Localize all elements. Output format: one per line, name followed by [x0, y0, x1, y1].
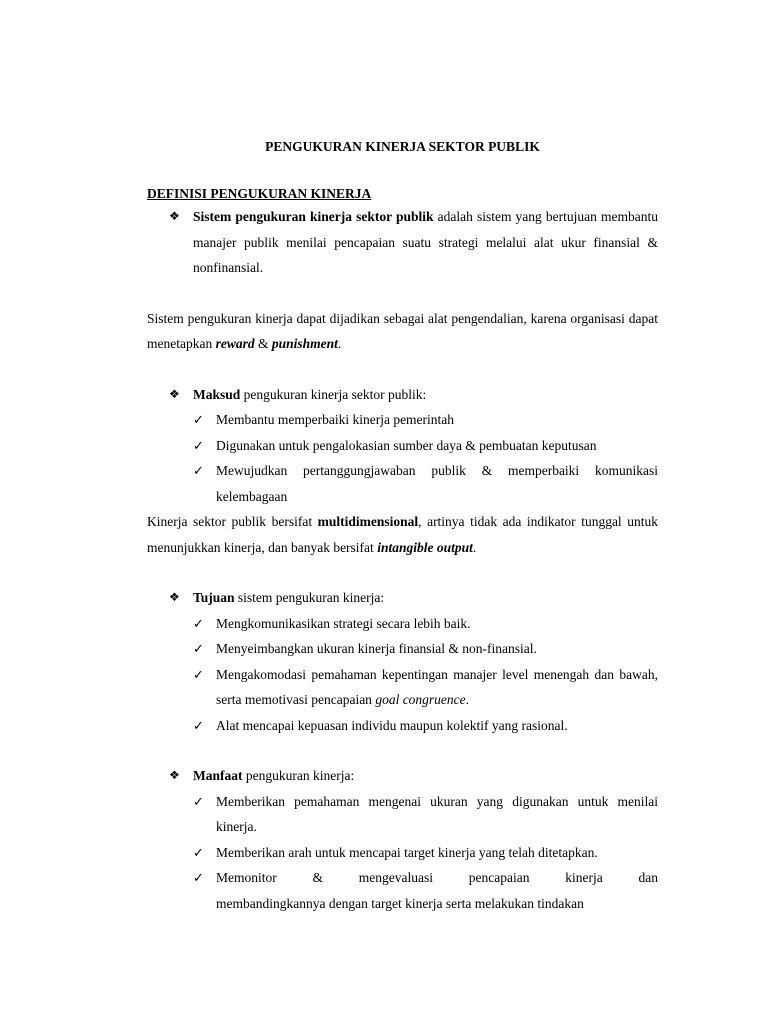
list-item: ✓ Alat mencapai kepuasan individu maupun kolektif yang rasional.: [147, 713, 658, 739]
punishment-term: punishment: [271, 336, 338, 351]
spread-line: Memonitor & mengevaluasi pencapaian kinerja dan: [216, 870, 658, 885]
goal-congruence-term: goal congruence: [375, 692, 466, 707]
check-icon: ✓: [193, 412, 204, 427]
definition-text: adalah sistem yang bertujuan membantu manajer publik menilai pencapaian suatu strategi melalui alat ukur finansial & nonfinansial.: [193, 209, 658, 275]
list-item: ✓ Menyeimbangkan ukuran kinerja finansial & non-finansial.: [147, 636, 658, 662]
section-heading: DEFINISI PENGUKURAN KINERJA: [147, 186, 372, 201]
multidimensional-term: multidimensional: [317, 514, 419, 529]
check-icon: ✓: [193, 793, 204, 809]
list-item: ✓ Mewujudkan pertanggungjawaban publik & memperbaiki komunikasi kelembagaan: [147, 458, 658, 509]
maksud-bullet: ❖ Maksud pengukuran kinerja sektor publik:: [147, 382, 658, 408]
paragraph-control: Sistem pengukuran kinerja dapat dijadikan sebagai alat pengendalian, karena organisasi dapat menetapkan reward & punishment.: [147, 310, 658, 351]
list-item: ✓ Digunakan untuk pengalokasian sumber daya & pembuatan keputusan: [147, 433, 658, 459]
manfaat-bullet: ❖ Manfaat pengukuran kinerja:: [147, 763, 658, 789]
reward-term: reward: [215, 336, 255, 351]
check-icon: ✓: [193, 437, 204, 453]
diamond-bullet-icon: ❖: [169, 209, 180, 223]
diamond-bullet-icon: ❖: [169, 768, 180, 782]
check-icon: ✓: [193, 870, 204, 885]
list-item: ✓ Mengkomunikasikan strategi secara lebih baik.: [147, 611, 658, 637]
check-icon: ✓: [193, 844, 204, 860]
definition-bullet: [147, 204, 658, 281]
tujuan-term: Tujuan: [193, 590, 235, 605]
list-item: ✓ Memberikan arah untuk mencapai target kinerja yang telah ditetapkan.: [147, 840, 658, 866]
page-title: PENGUKURAN KINERJA SEKTOR PUBLIK: [265, 139, 540, 154]
check-icon: ✓: [193, 615, 204, 631]
list-item: [147, 865, 658, 916]
check-icon: ✓: [193, 641, 204, 656]
diamond-bullet-icon: ❖: [169, 590, 180, 604]
definition-term: Sistem pengukuran kinerja sektor publik: [193, 209, 434, 224]
intangible-output-term: intangible output: [377, 539, 473, 555]
diamond-bullet-icon: ❖: [169, 386, 180, 401]
check-icon: ✓: [193, 463, 204, 478]
list-item: ✓ Memberikan pemahaman mengenai ukuran yang digunakan untuk menilai kinerja.: [147, 789, 658, 840]
list-item: ✓ Mengakomodasi pemahaman kepentingan manajer level menengah dan bawah, serta memotivasi pencapaian goal congruence.: [147, 662, 658, 713]
list-item-continuation: membandingkannya dengan target kinerja serta melakukan tindakan: [216, 895, 584, 911]
maksud-term: Maksud: [193, 386, 241, 402]
list-item: ✓ Membantu memperbaiki kinerja pemerintah: [147, 407, 658, 433]
manfaat-term: Manfaat: [193, 768, 243, 783]
check-icon: ✓: [193, 717, 204, 733]
tujuan-bullet: ❖ Tujuan sistem pengukuran kinerja:: [147, 585, 658, 611]
paragraph-multidimensional: Kinerja sektor publik bersifat multidimensional, artinya tidak ada indikator tunggal untuk menunjukkan kinerja, dan banyak bersifat intangible output.: [147, 514, 658, 555]
document-content: [147, 137, 658, 916]
check-icon: ✓: [193, 666, 204, 682]
